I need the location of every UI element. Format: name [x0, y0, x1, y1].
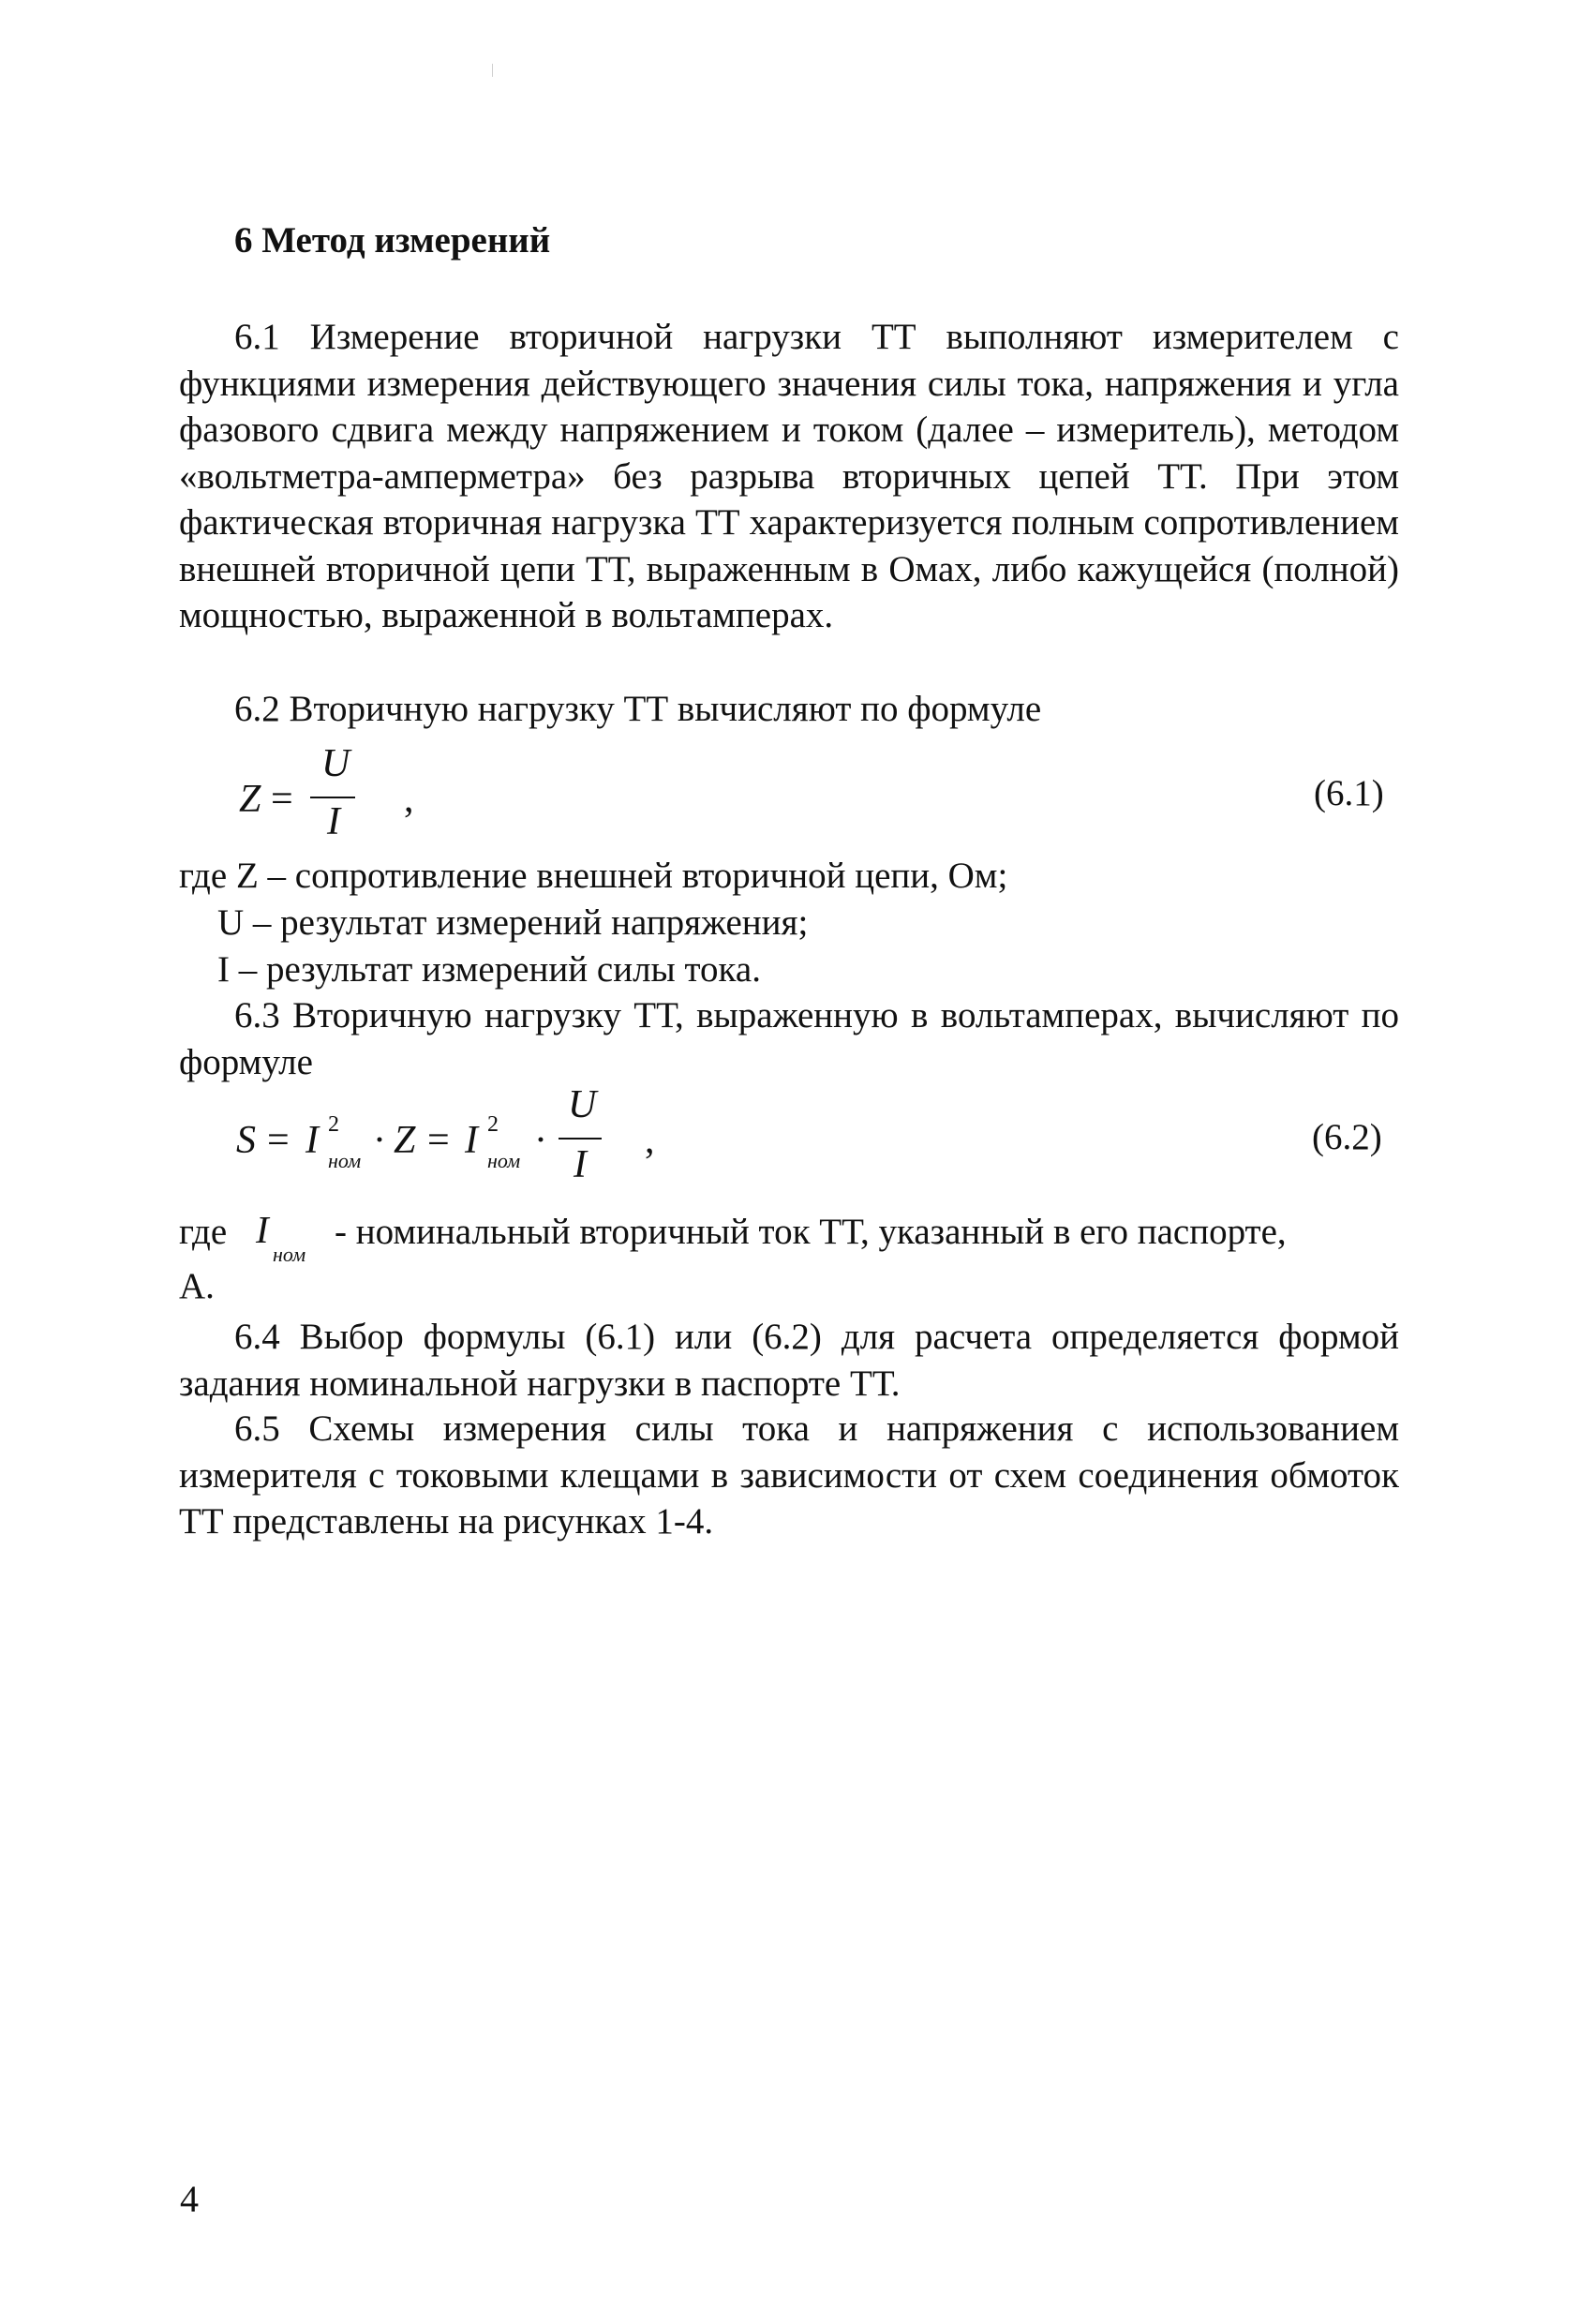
paragraph-6-4: 6.4 Выбор формулы (6.1) или (6.2) для расчета определяется формой задания номинальной нагрузки в паспорте ТТ. [179, 1317, 1399, 1404]
formula-sub-2: ном [487, 1149, 521, 1172]
paragraph-6-5: 6.5 Схемы измерения силы тока и напряжения с использованием измерителя с токовыми клещами в зависимости от схем соединения обмоток ТТ представлены на рисунках 1-4. [179, 1408, 1399, 1542]
formula-comma-2: , [645, 1119, 655, 1162]
formula-i-2: I [465, 1119, 478, 1162]
formula-sup-2: 2 [487, 1112, 499, 1137]
where-inom-line [179, 1208, 1399, 1266]
formula-equals-2: = [427, 1119, 450, 1162]
formula-z-2: Z [394, 1119, 416, 1162]
formula-equals: = [271, 778, 293, 821]
section-heading: 6 Метод измерений [234, 220, 551, 261]
where-prefix: где [179, 1212, 228, 1252]
where-i: I – результат измерений силы тока. [217, 949, 761, 990]
fraction-bar [310, 797, 355, 798]
formula-dot-2: · [534, 1119, 547, 1162]
formula-numerator: U [321, 742, 350, 785]
inom-description: - номинальный вторичный ток ТТ, указанный в его паспорте, [335, 1212, 1287, 1252]
paragraph-6-2-intro: 6.2 Вторичную нагрузку ТТ вычисляют по формуле [234, 689, 1042, 729]
equation-number-6-2: (6.2) [1312, 1117, 1382, 1157]
formula-denominator-2: I [574, 1143, 587, 1186]
formula-s: S [236, 1119, 256, 1162]
where-inom-tail: А. [179, 1266, 215, 1306]
formula-dot-1: · [373, 1119, 386, 1162]
formula-sub-1: ном [328, 1149, 362, 1172]
inom-subscript: ном [273, 1243, 306, 1266]
inom-symbol: I [256, 1208, 269, 1251]
formula-comma: , [404, 778, 414, 821]
formula-sup-1: 2 [328, 1112, 339, 1137]
formula-6-1 [239, 738, 445, 851]
paragraph-6-3: 6.3 Вторичную нагрузку ТТ, выраженную в вольтамперах, вычисляют по формуле [179, 995, 1399, 1082]
fraction-bar-2 [559, 1138, 602, 1140]
formula-numerator-2: U [568, 1083, 597, 1126]
paragraph-6-1: 6.1 Измерение вторичной нагрузки ТТ выполняют измерителем с функциями измерения действующего значения силы тока, напряжения и угла фазового сдвига между напряжением и током (далее – измеритель), методом «вольтметра-амперметра» без разрыва вторичных цепей ТТ. При этом фактическая вторичная нагрузка ТТ характеризуется полным сопротивлением внешней вторичной цепи ТТ, выраженным в Омах, либо кажущейся (полной) мощностью, выраженной в вольтамперах. [179, 317, 1399, 635]
formula-i-1: I [305, 1119, 319, 1162]
equation-number-6-1: (6.1) [1314, 773, 1384, 813]
formula-z: Z [239, 778, 261, 821]
scan-mark [492, 64, 493, 77]
formula-denominator: I [327, 800, 340, 843]
where-u: U – результат измерений напряжения; [217, 902, 809, 943]
formula-equals-1: = [267, 1119, 290, 1162]
where-z: где Z – сопротивление внешней вторичной цепи, Ом; [179, 856, 1008, 896]
formula-6-2 [236, 1078, 686, 1199]
page-number: 4 [180, 2178, 199, 2220]
